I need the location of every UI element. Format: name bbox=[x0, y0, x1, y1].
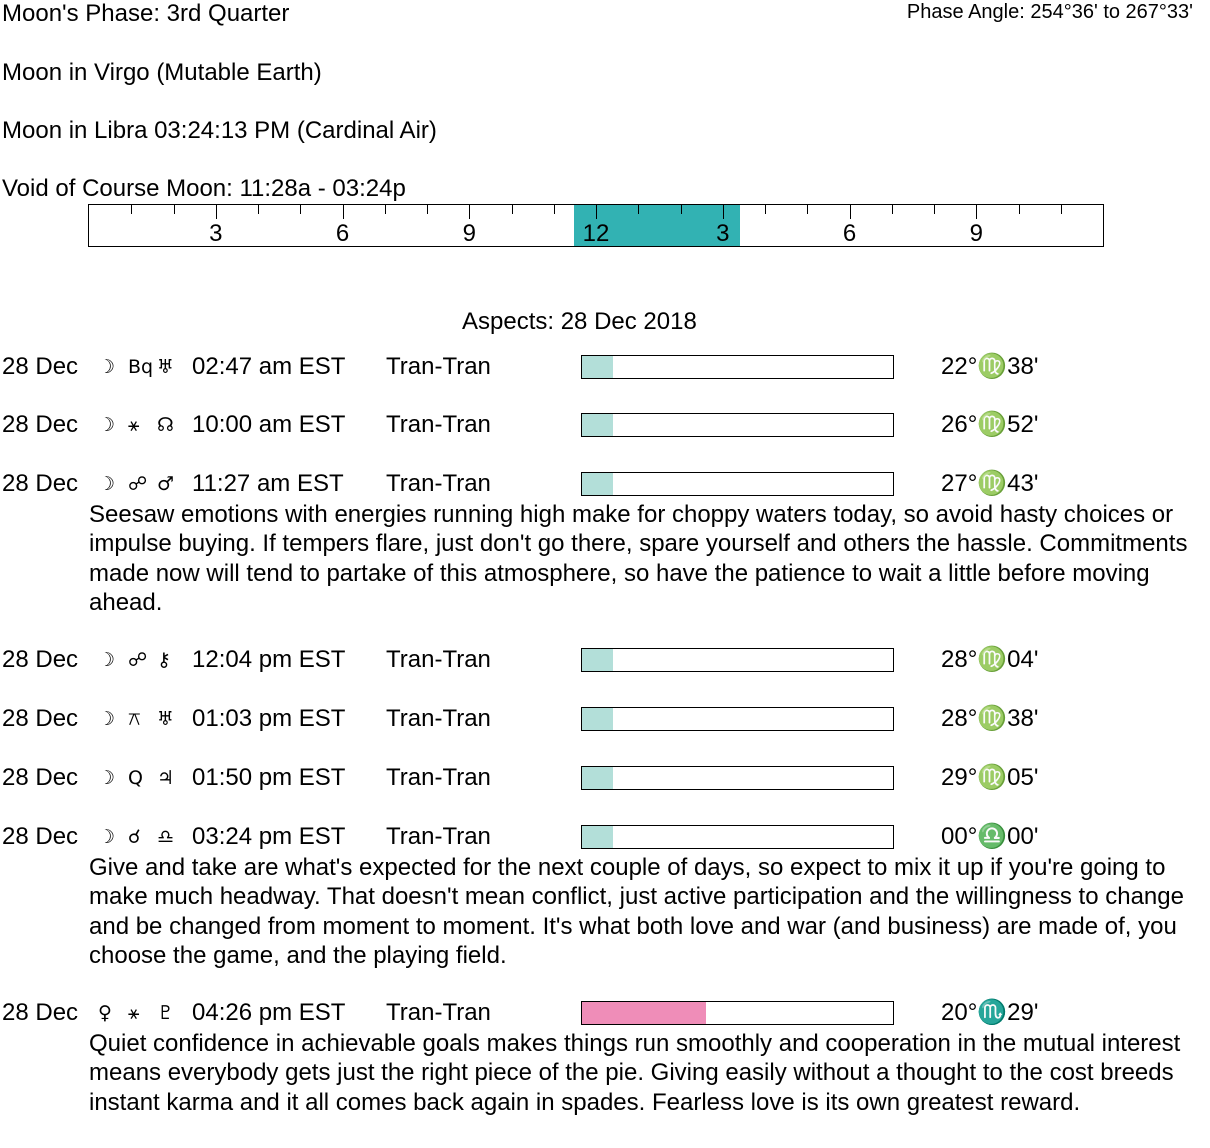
aspect-date: 28 Dec bbox=[2, 411, 79, 438]
timeline-tick-label: 6 bbox=[335, 220, 350, 247]
aspect-position: 26°♍52' bbox=[941, 411, 1039, 438]
timeline-tick-label: 9 bbox=[969, 220, 983, 247]
aspect-type: Tran-Tran bbox=[386, 646, 491, 673]
libra-icon: ♎ bbox=[157, 826, 175, 848]
timeline-tick bbox=[892, 205, 893, 214]
aspect-type: Tran-Tran bbox=[386, 999, 491, 1026]
aspect-strength-fill bbox=[582, 649, 613, 671]
aspects-title: Aspects: 28 Dec 2018 bbox=[462, 308, 697, 335]
aspect-strength-bar bbox=[581, 707, 894, 731]
jupiter-icon: ♃ bbox=[157, 767, 175, 789]
timeline-tick bbox=[807, 205, 808, 214]
aspect-strength-fill bbox=[582, 414, 613, 436]
aspect-description: Quiet confidence in achievable goals makes things run smoothly and cooperation in the mutual interest means everybody gets just the right piece of the pie. Giving easily without a thought to the cost breeds instant karma and it all comes back again in spades. Fearless love is its own greatest reward. bbox=[89, 1030, 1181, 1116]
moon-icon: ☽ bbox=[98, 826, 116, 848]
aspect-strength-fill bbox=[582, 473, 613, 495]
timeline-tick bbox=[427, 205, 428, 214]
aspect-strength-bar bbox=[581, 413, 894, 437]
aspect-row bbox=[0, 646, 1210, 674]
aspect-date: 28 Dec bbox=[2, 999, 79, 1026]
conjunction-icon: ☌ bbox=[128, 826, 141, 848]
quintile-icon: Q bbox=[128, 767, 143, 789]
moon-ingress: Moon in Libra 03:24:13 PM (Cardinal Air) bbox=[2, 117, 437, 144]
aspect-position: 00°♎00' bbox=[941, 823, 1039, 850]
timeline-tick bbox=[469, 205, 470, 219]
timeline-tick bbox=[1061, 205, 1062, 214]
timeline-tick bbox=[343, 205, 344, 219]
opposition-icon: ☍ bbox=[128, 649, 148, 671]
venus-icon: ♀ bbox=[98, 1002, 112, 1024]
moon-sign: Moon in Virgo (Mutable Earth) bbox=[2, 59, 322, 86]
aspect-strength-fill bbox=[582, 356, 613, 378]
timeline-tick bbox=[638, 205, 639, 214]
aspect-position: 28°♍38' bbox=[941, 705, 1039, 732]
aspect-position: 28°♍04' bbox=[941, 646, 1039, 673]
aspect-strength-fill bbox=[582, 826, 613, 848]
aspect-time: 01:50 pm EST bbox=[192, 764, 346, 791]
timeline-tick-label: 6 bbox=[842, 220, 857, 247]
timeline-tick bbox=[850, 205, 851, 219]
timeline-tick bbox=[976, 205, 977, 219]
aspect-row bbox=[0, 353, 1210, 381]
chiron-icon: ⚷ bbox=[157, 649, 171, 671]
timeline-tick bbox=[765, 205, 766, 214]
aspect-time: 04:26 pm EST bbox=[192, 999, 346, 1026]
aspect-time: 03:24 pm EST bbox=[192, 823, 346, 850]
aspect-date: 28 Dec bbox=[2, 705, 79, 732]
moon-icon: ☽ bbox=[98, 356, 116, 378]
quincunx-icon: ⚻ bbox=[128, 708, 141, 730]
aspect-time: 01:03 pm EST bbox=[192, 705, 346, 732]
aspect-date: 28 Dec bbox=[2, 764, 79, 791]
aspect-type: Tran-Tran bbox=[386, 823, 491, 850]
aspect-description: Give and take are what's expected for the next couple of days, so expect to mix it up if you're going to make much headway. That doesn't mean conflict, just active participation and the willingness to change and be changed from moment to moment. It's what both love and war (and business) are made of, you choose the game, and the playing field. bbox=[89, 854, 1184, 969]
timeline-tick bbox=[512, 205, 513, 214]
biquintile-icon: Bq bbox=[128, 356, 154, 378]
aspect-date: 28 Dec bbox=[2, 353, 79, 380]
aspect-strength-bar bbox=[581, 825, 894, 849]
timeline-tick bbox=[300, 205, 301, 214]
sextile-icon: ⚹ bbox=[128, 414, 140, 436]
aspect-time: 10:00 am EST bbox=[192, 411, 346, 438]
timeline-tick bbox=[258, 205, 259, 214]
timeline-tick-label: 3 bbox=[716, 220, 730, 247]
aspect-time: 12:04 pm EST bbox=[192, 646, 346, 673]
aspect-time: 02:47 am EST bbox=[192, 353, 346, 380]
timeline-tick bbox=[596, 205, 597, 219]
aspect-time: 11:27 am EST bbox=[192, 470, 344, 497]
uranus-icon: ♅ bbox=[157, 356, 175, 378]
moon-icon: ☽ bbox=[98, 414, 116, 436]
aspect-strength-bar bbox=[581, 766, 894, 790]
timeline-tick bbox=[723, 205, 724, 219]
aspect-row bbox=[0, 411, 1210, 439]
timeline-tick bbox=[131, 205, 132, 214]
moon-icon: ☽ bbox=[98, 473, 116, 495]
aspect-date: 28 Dec bbox=[2, 823, 79, 850]
mars-icon: ♂ bbox=[157, 473, 175, 495]
void-of-course-timeline bbox=[88, 204, 1104, 247]
aspect-strength-bar bbox=[581, 472, 894, 496]
timeline-tick-label: 9 bbox=[462, 220, 476, 247]
aspect-position: 22°♍38' bbox=[941, 353, 1039, 380]
aspect-row bbox=[0, 823, 1210, 851]
aspect-date: 28 Dec bbox=[2, 470, 79, 497]
timeline-tick bbox=[681, 205, 682, 214]
aspect-strength-fill bbox=[582, 1002, 706, 1024]
aspect-row bbox=[0, 999, 1210, 1027]
sextile-icon: ⚹ bbox=[128, 1002, 140, 1024]
void-of-course: Void of Course Moon: 11:28a - 03:24p bbox=[2, 175, 406, 202]
aspect-position: 20°♏29' bbox=[941, 999, 1039, 1026]
timeline-tick bbox=[174, 205, 175, 214]
aspect-position: 29°♍05' bbox=[941, 764, 1039, 791]
moon-phase: Moon's Phase: 3rd Quarter bbox=[2, 0, 290, 27]
north-node-icon: ☊ bbox=[157, 414, 174, 436]
aspect-position: 27°♍43' bbox=[941, 470, 1039, 497]
phase-angle: Phase Angle: 254°36' to 267°33' bbox=[906, 1, 1193, 23]
aspect-row bbox=[0, 705, 1210, 733]
aspect-type: Tran-Tran bbox=[386, 470, 491, 497]
timeline-tick bbox=[385, 205, 386, 214]
aspect-strength-fill bbox=[582, 767, 613, 789]
aspect-strength-bar bbox=[581, 648, 894, 672]
opposition-icon: ☍ bbox=[128, 473, 148, 495]
pluto-icon: ♇ bbox=[157, 1002, 175, 1024]
moon-icon: ☽ bbox=[98, 649, 116, 671]
uranus-icon: ♅ bbox=[157, 708, 175, 730]
aspect-strength-bar bbox=[581, 355, 894, 379]
timeline-tick bbox=[554, 205, 555, 214]
aspect-type: Tran-Tran bbox=[386, 411, 491, 438]
aspect-type: Tran-Tran bbox=[386, 764, 491, 791]
aspect-type: Tran-Tran bbox=[386, 353, 491, 380]
timeline-tick-label: 3 bbox=[209, 220, 223, 247]
timeline-tick bbox=[1019, 205, 1020, 214]
aspect-row bbox=[0, 764, 1210, 792]
aspect-date: 28 Dec bbox=[2, 646, 79, 673]
aspect-strength-fill bbox=[582, 708, 613, 730]
aspect-row bbox=[0, 470, 1210, 498]
aspect-description: Seesaw emotions with energies running high make for choppy waters today, so avoid hasty choices or impulse buying. If tempers flare, just don't go there, spare yourself and others the hassle. Commitments made now will tend to partake of this atmosphere, so have the patience to wait a little before moving ahead. bbox=[89, 501, 1188, 616]
timeline-tick bbox=[934, 205, 935, 214]
aspect-type: Tran-Tran bbox=[386, 705, 491, 732]
aspect-strength-bar bbox=[581, 1001, 894, 1025]
moon-icon: ☽ bbox=[98, 708, 116, 730]
moon-icon: ☽ bbox=[98, 767, 116, 789]
timeline-tick-label: 12 bbox=[582, 220, 610, 247]
timeline-tick bbox=[216, 205, 217, 219]
